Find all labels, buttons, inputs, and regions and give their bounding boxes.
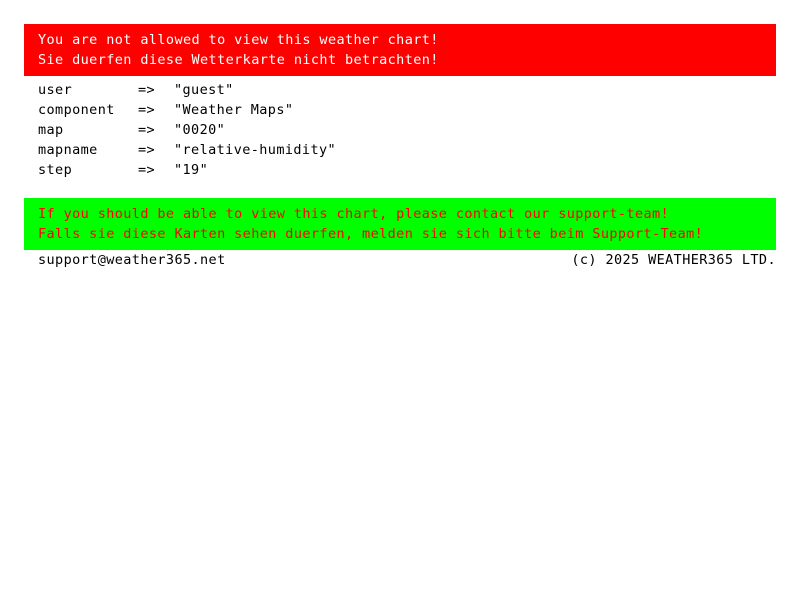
footer xyxy=(38,250,776,270)
param-value: "19" xyxy=(174,162,209,178)
param-key: component xyxy=(38,102,115,118)
copyright-text: (c) 2025 WEATHER365 LTD. xyxy=(571,252,776,268)
error-banner xyxy=(24,24,776,76)
param-key: map xyxy=(38,122,64,138)
param-arrow: => xyxy=(138,142,156,158)
param-key: user xyxy=(38,82,73,98)
support-banner-line-en: If you should be able to view this chart, please contact our support-team! xyxy=(38,206,670,222)
error-banner-line-en: You are not allowed to view this weather chart! xyxy=(38,32,439,48)
table-row xyxy=(38,140,336,160)
param-key: step xyxy=(38,162,73,178)
table-row xyxy=(38,120,336,140)
param-arrow: => xyxy=(138,122,156,138)
error-banner-line-de: Sie duerfen diese Wetterkarte nicht betrachten! xyxy=(38,52,439,68)
table-row xyxy=(38,80,336,100)
param-arrow: => xyxy=(138,162,156,178)
table-row xyxy=(38,100,336,120)
param-value: "0020" xyxy=(174,122,226,138)
table-row xyxy=(38,160,336,180)
support-email-link[interactable]: support@weather365.net xyxy=(38,252,226,268)
param-value: "relative-humidity" xyxy=(174,142,337,158)
param-arrow: => xyxy=(138,82,156,98)
parameter-table xyxy=(38,80,336,180)
param-arrow: => xyxy=(138,102,156,118)
param-value: "Weather Maps" xyxy=(174,102,294,118)
support-banner xyxy=(24,198,776,250)
support-banner-line-de: Falls sie diese Karten sehen duerfen, melden sie sich bitte beim Support-Team! xyxy=(38,226,704,242)
param-value: "guest" xyxy=(174,82,234,98)
param-key: mapname xyxy=(38,142,98,158)
